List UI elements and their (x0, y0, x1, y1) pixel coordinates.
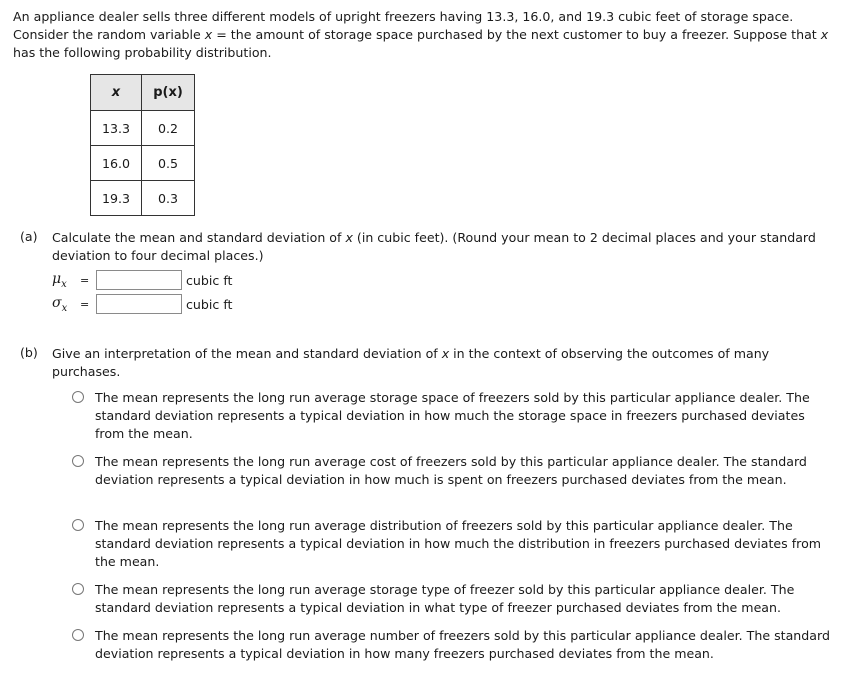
sd-unit-label: cubic ft (186, 296, 233, 312)
table-cell-x: 16.0 (91, 146, 142, 181)
table-cell-x: 19.3 (91, 181, 142, 216)
table-header-row (91, 75, 195, 111)
table-cell-px: 0.5 (142, 146, 195, 181)
answer-option-text: The mean represents the long run average distribution of freezers sold by this particular appliance dealer. The standard deviation represents a typical deviation in how much the distribution in freezers purchased deviates from the mean. (95, 518, 822, 569)
answer-option[interactable] (72, 453, 832, 489)
subscript-x: x (61, 302, 68, 314)
variable-x: x (204, 27, 213, 42)
table-cell-px: 0.3 (142, 181, 195, 216)
variable-x: x (820, 27, 829, 42)
part-b-text: in the context of observing the outcomes of many purchases. (52, 346, 770, 379)
subscript-x: x (61, 278, 67, 290)
answer-option[interactable] (72, 581, 832, 617)
part-b-text: Give an interpretation of the mean and standard deviation of (52, 346, 442, 361)
column-header-px (142, 75, 195, 111)
answer-option[interactable] (72, 627, 832, 663)
part-a-text: (in cubic feet). (Round your mean to 2 decimal places and your standard deviation to four decimal places.) (52, 230, 816, 263)
answer-option-text: The mean represents the long run average number of freezers sold by this particular appliance dealer. The standard deviation represents a typical deviation in how many freezers purchased deviates from the mean. (95, 628, 830, 661)
sd-symbol (52, 295, 80, 314)
part-b-label: (b) (20, 345, 38, 360)
column-header-px-label: p(x) (153, 85, 183, 100)
part-a-prompt (52, 229, 832, 265)
column-header-x (91, 75, 142, 111)
intro-text: An appliance dealer sells three different models of upright freezers having 13.3, 16.0, and 19.3 cubic feet of storage space. Consider the random variable (13, 9, 794, 42)
answer-option[interactable] (72, 389, 832, 443)
part-a-text: Calculate the mean and standard deviation of (52, 230, 346, 245)
table-cell-x: 13.3 (91, 111, 142, 146)
answer-option-text: The mean represents the long run average storage type of freezer sold by this particular appliance dealer. The standard deviation represents a typical deviation in what type of freezer purchased deviates from the mean. (95, 582, 795, 615)
equals-sign: = (80, 273, 90, 287)
mean-symbol (52, 271, 80, 290)
mean-unit-label: cubic ft (186, 272, 233, 288)
sd-input[interactable] (96, 294, 182, 314)
intro-text: has the following probability distribution. (13, 45, 272, 60)
radio-button[interactable] (72, 629, 84, 641)
radio-button[interactable] (72, 455, 84, 467)
part-a-label: (a) (20, 229, 38, 244)
probability-distribution-table (90, 74, 195, 216)
answer-option-text: The mean represents the long run average storage space of freezers sold by this particular appliance dealer. The standard deviation represents a typical deviation in how much the storage space in freezers purchased deviates from the mean. (95, 390, 810, 441)
variable-x: x (345, 230, 353, 245)
answer-option-text: The mean represents the long run average cost of freezers sold by this particular appliance dealer. The standard deviation represents a typical deviation in how much is spent on freezers purchased deviates from the mean. (95, 454, 807, 487)
sd-answer-row (52, 293, 232, 315)
table-row (91, 146, 195, 181)
problem-statement (13, 8, 843, 62)
sigma-glyph: σ (52, 294, 62, 311)
mean-input[interactable] (96, 270, 182, 290)
answer-option[interactable] (72, 517, 832, 571)
equals-sign: = (80, 297, 90, 311)
radio-button[interactable] (72, 583, 84, 595)
intro-text: = the amount of storage space purchased by the next customer to buy a freezer. Suppose that (212, 27, 821, 42)
mean-answer-row (52, 269, 232, 291)
table-row (91, 111, 195, 146)
variable-x: x (441, 346, 450, 361)
column-header-x-label: x (111, 85, 121, 100)
radio-button[interactable] (72, 391, 84, 403)
part-b-prompt (52, 345, 832, 381)
table-row (91, 181, 195, 216)
mu-glyph: μ (52, 270, 62, 287)
table-cell-px: 0.2 (142, 111, 195, 146)
radio-button[interactable] (72, 519, 84, 531)
